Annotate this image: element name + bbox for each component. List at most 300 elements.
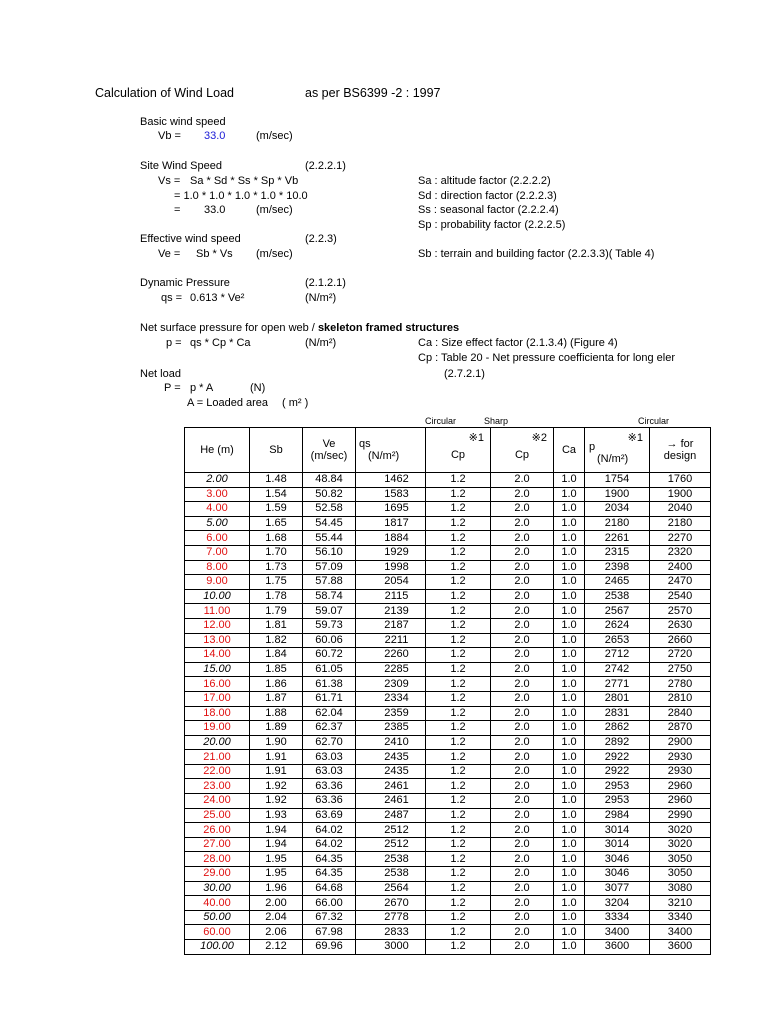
cell-ve: 63.36 (303, 794, 356, 809)
cell-ve: 66.00 (303, 896, 356, 911)
cell-cp-sharp: 2.0 (491, 648, 554, 663)
table-row (185, 750, 711, 765)
table-row (185, 560, 711, 575)
cell-qs: 2512 (356, 823, 426, 838)
ca-note: Ca : Size effect factor (2.1.3.4) (Figure 4) (418, 337, 618, 349)
cell-design: 2470 (650, 575, 711, 590)
cell-design: 2320 (650, 545, 711, 560)
cell-cp-sharp: 2.0 (491, 867, 554, 882)
table-row (185, 516, 711, 531)
cell-ca: 1.0 (554, 706, 585, 721)
table-row (185, 881, 711, 896)
table-row (185, 910, 711, 925)
cell-sb: 1.91 (250, 750, 303, 765)
cell-cp-circular: 1.2 (426, 925, 491, 940)
cell-p: 1900 (585, 487, 650, 502)
cell-cp-circular: 1.2 (426, 867, 491, 882)
cell-he: 18.00 (185, 706, 250, 721)
cell-qs: 1583 (356, 487, 426, 502)
table-row (185, 604, 711, 619)
table-row (185, 473, 711, 488)
cell-p: 3046 (585, 867, 650, 882)
table-row (185, 618, 711, 633)
header-ve-top: Ve (322, 438, 336, 450)
p-formula: qs * Cp * Ca (190, 337, 251, 349)
cell-design: 2630 (650, 618, 711, 633)
cell-he: 10.00 (185, 589, 250, 604)
table-row (185, 589, 711, 604)
p-lhs: p = (166, 337, 182, 349)
cell-sb: 1.81 (250, 618, 303, 633)
cell-p: 3046 (585, 852, 650, 867)
table-row (185, 662, 711, 677)
cell-qs: 2538 (356, 867, 426, 882)
dynamic-pressure-ref: (2.1.2.1) (305, 277, 346, 289)
cell-sb: 1.87 (250, 691, 303, 706)
table-row (185, 794, 711, 809)
cell-design: 2400 (650, 560, 711, 575)
cell-qs: 2461 (356, 779, 426, 794)
sa-note: Sa : altitude factor (2.2.2.2) (418, 175, 551, 187)
cell-cp-sharp: 2.0 (491, 837, 554, 852)
cell-he: 12.00 (185, 618, 250, 633)
table-row (185, 808, 711, 823)
cell-ca: 1.0 (554, 852, 585, 867)
cell-he: 5.00 (185, 516, 250, 531)
cell-qs: 2410 (356, 735, 426, 750)
cell-p: 2742 (585, 662, 650, 677)
vb-value: 33.0 (204, 130, 226, 142)
cell-cp-circular: 1.2 (426, 473, 491, 488)
table-row (185, 502, 711, 517)
table-row (185, 837, 711, 852)
cell-ca: 1.0 (554, 589, 585, 604)
cell-ca: 1.0 (554, 648, 585, 663)
cell-he: 19.00 (185, 721, 250, 736)
qs-unit: (N/m²) (305, 292, 337, 304)
cell-ca: 1.0 (554, 604, 585, 619)
cell-cp-circular: 1.2 (426, 662, 491, 677)
cell-cp-circular: 1.2 (426, 487, 491, 502)
cell-cp-circular: 1.2 (426, 706, 491, 721)
cell-qs: 1884 (356, 531, 426, 546)
table-row (185, 677, 711, 692)
cell-qs: 2334 (356, 691, 426, 706)
cell-cp-circular: 1.2 (426, 896, 491, 911)
cell-cp-circular: 1.2 (426, 881, 491, 896)
cell-p: 2922 (585, 750, 650, 765)
cell-design: 3050 (650, 852, 711, 867)
cell-p: 3204 (585, 896, 650, 911)
cell-he: 60.00 (185, 925, 250, 940)
header-qs-bottom: (N/m²) (368, 450, 400, 462)
cell-ve: 63.36 (303, 779, 356, 794)
cell-ve: 54.45 (303, 516, 356, 531)
cell-design: 2960 (650, 794, 711, 809)
cell-cp-sharp: 2.0 (491, 691, 554, 706)
cell-cp-sharp: 2.0 (491, 881, 554, 896)
cell-design: 2180 (650, 516, 711, 531)
cell-cp-sharp: 2.0 (491, 516, 554, 531)
cell-design: 3020 (650, 823, 711, 838)
cell-qs: 2260 (356, 648, 426, 663)
cell-sb: 1.85 (250, 662, 303, 677)
cell-ve: 57.88 (303, 575, 356, 590)
cell-qs: 1695 (356, 502, 426, 517)
cell-sb: 1.79 (250, 604, 303, 619)
cell-he: 17.00 (185, 691, 250, 706)
cell-cp-sharp: 2.0 (491, 852, 554, 867)
footnote-mark-1: ※1 (468, 432, 484, 444)
cell-ve: 55.44 (303, 531, 356, 546)
cell-ca: 1.0 (554, 633, 585, 648)
standard-reference: as per BS6399 -2 : 1997 (305, 86, 441, 100)
cell-qs: 1998 (356, 560, 426, 575)
cell-cp-circular: 1.2 (426, 560, 491, 575)
document-title: Calculation of Wind Load (95, 86, 234, 100)
cell-p: 2953 (585, 779, 650, 794)
cell-he: 7.00 (185, 545, 250, 560)
cell-p: 2398 (585, 560, 650, 575)
area-unit: ( m² ) (282, 397, 309, 409)
cell-ca: 1.0 (554, 779, 585, 794)
table-row (185, 925, 711, 940)
cell-cp-sharp: 2.0 (491, 560, 554, 575)
cell-sb: 2.04 (250, 910, 303, 925)
cell-qs: 2309 (356, 677, 426, 692)
cell-p: 2261 (585, 531, 650, 546)
vs-formula: Sa * Sd * Ss * Sp * Vb (190, 175, 299, 187)
table-row (185, 575, 711, 590)
cell-qs: 1462 (356, 473, 426, 488)
wind-load-table (184, 427, 711, 955)
header-p (585, 428, 650, 473)
cell-he: 16.00 (185, 677, 250, 692)
header-p-bottom: (N/m²) (597, 453, 629, 465)
header-design-top: → for (666, 438, 694, 450)
cell-ve: 64.68 (303, 881, 356, 896)
cell-ca: 1.0 (554, 473, 585, 488)
vs-result-value: 33.0 (204, 204, 226, 216)
cell-he: 25.00 (185, 808, 250, 823)
cell-sb: 1.82 (250, 633, 303, 648)
cell-he: 15.00 (185, 662, 250, 677)
cell-ca: 1.0 (554, 502, 585, 517)
P-lhs: P = (164, 382, 181, 394)
table-row (185, 545, 711, 560)
cell-ca: 1.0 (554, 837, 585, 852)
cell-ca: 1.0 (554, 662, 585, 677)
ve-lhs: Ve = (158, 248, 181, 260)
cell-qs: 2538 (356, 852, 426, 867)
cell-cp-circular: 1.2 (426, 794, 491, 809)
site-wind-label: Site Wind Speed (140, 160, 222, 172)
cell-he: 2.00 (185, 473, 250, 488)
cell-he: 100.00 (185, 940, 250, 955)
cell-ca: 1.0 (554, 823, 585, 838)
vs-substitution: = 1.0 * 1.0 * 1.0 * 1.0 * 10.0 (174, 190, 308, 202)
cell-cp-sharp: 2.0 (491, 925, 554, 940)
cell-sb: 1.94 (250, 837, 303, 852)
cell-ca: 1.0 (554, 794, 585, 809)
sp-note: Sp : probability factor (2.2.2.5) (418, 219, 566, 231)
cell-p: 2984 (585, 808, 650, 823)
header-ve (303, 428, 356, 473)
cell-design: 3080 (650, 881, 711, 896)
cell-sb: 2.00 (250, 896, 303, 911)
cell-cp-circular: 1.2 (426, 750, 491, 765)
cell-design: 2660 (650, 633, 711, 648)
header-qs (356, 428, 426, 473)
cell-p: 2771 (585, 677, 650, 692)
cell-cp-sharp: 2.0 (491, 604, 554, 619)
P-formula: p * A (190, 382, 214, 394)
effective-wind-ref: (2.2.3) (305, 233, 337, 245)
cell-p: 2315 (585, 545, 650, 560)
cell-cp-circular: 1.2 (426, 808, 491, 823)
cell-design: 2570 (650, 604, 711, 619)
cell-p: 2801 (585, 691, 650, 706)
cell-he: 22.00 (185, 764, 250, 779)
table-row (185, 940, 711, 955)
cell-sb: 1.75 (250, 575, 303, 590)
cell-qs: 2139 (356, 604, 426, 619)
header-cp-circular (426, 428, 491, 473)
cell-sb: 1.70 (250, 545, 303, 560)
cell-he: 3.00 (185, 487, 250, 502)
cell-he: 6.00 (185, 531, 250, 546)
cell-he: 21.00 (185, 750, 250, 765)
cell-ve: 63.03 (303, 750, 356, 765)
cell-qs: 1929 (356, 545, 426, 560)
cell-sb: 1.89 (250, 721, 303, 736)
cell-ca: 1.0 (554, 516, 585, 531)
P-unit: (N) (250, 382, 266, 394)
cell-cp-sharp: 2.0 (491, 706, 554, 721)
cell-p: 2465 (585, 575, 650, 590)
cell-ve: 61.05 (303, 662, 356, 677)
header-cp-circular-label: Cp (450, 449, 466, 461)
cell-qs: 2359 (356, 706, 426, 721)
cell-sb: 1.88 (250, 706, 303, 721)
basic-wind-label: Basic wind speed (140, 116, 226, 128)
cell-sb: 1.90 (250, 735, 303, 750)
cell-qs: 2487 (356, 808, 426, 823)
cell-design: 3340 (650, 910, 711, 925)
cell-ve: 63.69 (303, 808, 356, 823)
cell-design: 1760 (650, 473, 711, 488)
cell-cp-sharp: 2.0 (491, 750, 554, 765)
cell-ca: 1.0 (554, 867, 585, 882)
cell-design: 2750 (650, 662, 711, 677)
cell-p: 2953 (585, 794, 650, 809)
cell-cp-circular: 1.2 (426, 910, 491, 925)
cell-ca: 1.0 (554, 735, 585, 750)
cell-sb: 1.91 (250, 764, 303, 779)
cell-ve: 67.98 (303, 925, 356, 940)
note-circular-cp: Circular (425, 416, 457, 426)
table-row (185, 735, 711, 750)
dynamic-pressure-label: Dynamic Pressure (140, 277, 230, 289)
cell-cp-circular: 1.2 (426, 940, 491, 955)
net-load-ref: (2.7.2.1) (444, 368, 485, 380)
cell-ca: 1.0 (554, 691, 585, 706)
cell-ve: 64.02 (303, 837, 356, 852)
cell-he: 4.00 (185, 502, 250, 517)
cell-ve: 59.73 (303, 618, 356, 633)
cell-qs: 2435 (356, 764, 426, 779)
cell-ve: 57.09 (303, 560, 356, 575)
cell-ca: 1.0 (554, 940, 585, 955)
cell-cp-sharp: 2.0 (491, 618, 554, 633)
cell-cp-circular: 1.2 (426, 604, 491, 619)
vs-result-eq: = (174, 204, 181, 216)
cell-p: 3400 (585, 925, 650, 940)
cell-ca: 1.0 (554, 560, 585, 575)
cell-sb: 2.06 (250, 925, 303, 940)
cell-cp-circular: 1.2 (426, 502, 491, 517)
cell-ve: 67.32 (303, 910, 356, 925)
cell-qs: 3000 (356, 940, 426, 955)
cell-sb: 1.68 (250, 531, 303, 546)
cell-he: 24.00 (185, 794, 250, 809)
cell-cp-sharp: 2.0 (491, 721, 554, 736)
cell-cp-sharp: 2.0 (491, 677, 554, 692)
cell-cp-sharp: 2.0 (491, 823, 554, 838)
cell-cp-sharp: 2.0 (491, 531, 554, 546)
header-ve-bottom: (m/sec) (310, 450, 348, 462)
cp-note: Cp : Table 20 - Net pressure coefficienta for long eler (418, 352, 676, 364)
cell-cp-sharp: 2.0 (491, 794, 554, 809)
cell-p: 2653 (585, 633, 650, 648)
cell-p: 2180 (585, 516, 650, 531)
cell-p: 2831 (585, 706, 650, 721)
cell-design: 3600 (650, 940, 711, 955)
cell-sb: 1.95 (250, 867, 303, 882)
cell-design: 2990 (650, 808, 711, 823)
cell-design: 2780 (650, 677, 711, 692)
net-surface-label (140, 322, 459, 334)
cell-design: 1900 (650, 487, 711, 502)
cell-p: 3077 (585, 881, 650, 896)
ss-note: Ss : seasonal factor (2.2.2.4) (418, 204, 559, 216)
cell-ve: 52.58 (303, 502, 356, 517)
cell-sb: 2.12 (250, 940, 303, 955)
cell-sb: 1.94 (250, 823, 303, 838)
cell-he: 14.00 (185, 648, 250, 663)
cell-design: 2930 (650, 750, 711, 765)
cell-cp-circular: 1.2 (426, 618, 491, 633)
cell-he: 27.00 (185, 837, 250, 852)
cell-ca: 1.0 (554, 618, 585, 633)
cell-design: 2840 (650, 706, 711, 721)
cell-cp-sharp: 2.0 (491, 896, 554, 911)
cell-he: 23.00 (185, 779, 250, 794)
sd-note: Sd : direction factor (2.2.2.3) (418, 190, 557, 202)
cell-cp-sharp: 2.0 (491, 502, 554, 517)
cell-qs: 2778 (356, 910, 426, 925)
cell-cp-circular: 1.2 (426, 852, 491, 867)
ve-formula: Sb * Vs (196, 248, 233, 260)
cell-ca: 1.0 (554, 764, 585, 779)
cell-ve: 62.70 (303, 735, 356, 750)
cell-sb: 1.48 (250, 473, 303, 488)
cell-ve: 64.02 (303, 823, 356, 838)
cell-p: 3334 (585, 910, 650, 925)
cell-qs: 2285 (356, 662, 426, 677)
ve-unit: (m/sec) (256, 248, 293, 260)
cell-ca: 1.0 (554, 531, 585, 546)
cell-cp-sharp: 2.0 (491, 473, 554, 488)
cell-ve: 58.74 (303, 589, 356, 604)
table-row (185, 721, 711, 736)
note-circular-design: Circular (638, 416, 670, 426)
cell-sb: 1.73 (250, 560, 303, 575)
cell-ve: 59.07 (303, 604, 356, 619)
vs-lhs: Vs = (158, 175, 181, 187)
cell-ca: 1.0 (554, 808, 585, 823)
cell-qs: 2833 (356, 925, 426, 940)
cell-ca: 1.0 (554, 896, 585, 911)
cell-p: 3014 (585, 823, 650, 838)
table-row (185, 633, 711, 648)
cell-cp-sharp: 2.0 (491, 487, 554, 502)
cell-ve: 62.37 (303, 721, 356, 736)
cell-qs: 2115 (356, 589, 426, 604)
net-surface-label-prefix: Net surface pressure for open web / (140, 322, 318, 334)
cell-he: 8.00 (185, 560, 250, 575)
cell-p: 1754 (585, 473, 650, 488)
cell-p: 2712 (585, 648, 650, 663)
cell-ve: 64.35 (303, 852, 356, 867)
cell-p: 2922 (585, 764, 650, 779)
cell-p: 2538 (585, 589, 650, 604)
cell-design: 2720 (650, 648, 711, 663)
cell-sb: 1.96 (250, 881, 303, 896)
cell-ve: 64.35 (303, 867, 356, 882)
vb-unit: (m/sec) (256, 130, 293, 142)
cell-ca: 1.0 (554, 925, 585, 940)
cell-cp-circular: 1.2 (426, 516, 491, 531)
table-header-row (185, 428, 711, 473)
cell-cp-circular: 1.2 (426, 545, 491, 560)
header-he: He (m) (185, 428, 250, 473)
cell-ve: 61.71 (303, 691, 356, 706)
cell-qs: 2512 (356, 837, 426, 852)
cell-cp-sharp: 2.0 (491, 910, 554, 925)
cell-cp-sharp: 2.0 (491, 575, 554, 590)
header-design-bottom: design (663, 450, 697, 462)
header-p-top: p (589, 441, 596, 453)
cell-ca: 1.0 (554, 881, 585, 896)
footnote-mark-p: ※1 (627, 432, 643, 444)
cell-qs: 2435 (356, 750, 426, 765)
cell-qs: 2211 (356, 633, 426, 648)
cell-qs: 2670 (356, 896, 426, 911)
effective-wind-label: Effective wind speed (140, 233, 241, 245)
table-row (185, 706, 711, 721)
cell-ca: 1.0 (554, 487, 585, 502)
cell-sb: 1.59 (250, 502, 303, 517)
net-load-label: Net load (140, 368, 181, 380)
sb-note: Sb : terrain and building factor (2.2.3.3)( Table 4) (418, 248, 655, 260)
cell-design: 3400 (650, 925, 711, 940)
cell-cp-sharp: 2.0 (491, 940, 554, 955)
table-body (185, 473, 711, 955)
header-cp-sharp (491, 428, 554, 473)
note-sharp-cp: Sharp (484, 416, 509, 426)
header-design (650, 428, 711, 473)
